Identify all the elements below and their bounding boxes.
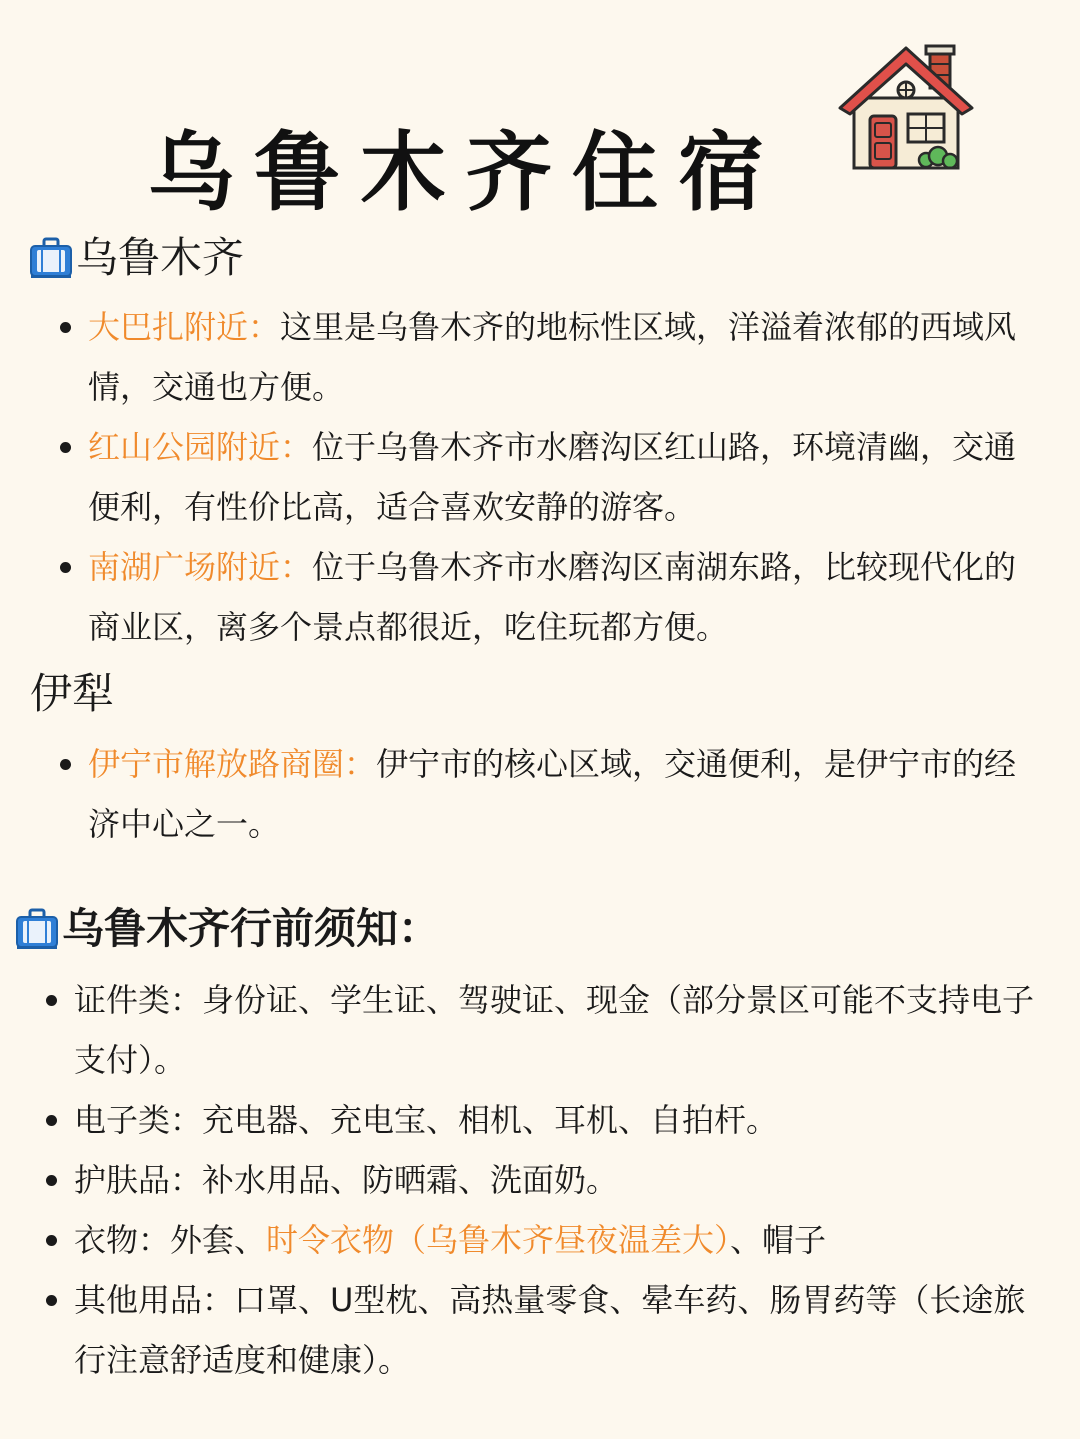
packing-list (74, 970, 1054, 1390)
area-description: 伊宁市的核心区域，交通便利，是伊宁市的经济中心之一。 (88, 745, 1017, 843)
section-title: 伊犁 (30, 669, 115, 718)
urumqi-area-list (88, 297, 1038, 657)
page-title: 乌鲁木齐住宿 (148, 122, 784, 223)
list-item (74, 1210, 1054, 1270)
luggage-icon (14, 906, 60, 952)
list-item: 证件类：身份证、学生证、驾驶证、现金（部分景区可能不支持电子支付）。 (74, 970, 1054, 1090)
list-item (88, 734, 1038, 854)
area-name: 大巴扎附近： (88, 308, 281, 346)
list-item (88, 537, 1038, 657)
item-text: 衣物：外套、 (74, 1221, 267, 1259)
house-icon (836, 42, 976, 174)
yili-area-list (88, 734, 1038, 854)
section-heading-yili (30, 669, 115, 718)
area-description: 位于乌鲁木齐市水磨沟区南湖东路，比较现代化的商业区，离多个景点都很近，吃住玩都方便。 (88, 548, 1017, 646)
list-item: 其他用品：口罩、U型枕、高热量零食、晕车药、肠胃药等（长途旅行注意舒适度和健康）。 (74, 1270, 1054, 1390)
list-item (88, 297, 1038, 417)
section-heading-tips (14, 906, 440, 952)
area-name: 红山公园附近： (88, 428, 313, 466)
area-name: 南湖广场附近： (88, 548, 313, 586)
list-item: 电子类：充电器、充电宝、相机、耳机、自拍杆。 (74, 1090, 1054, 1150)
area-name: 伊宁市解放路商圈： (88, 745, 377, 783)
section-title: 乌鲁木齐 (76, 233, 245, 282)
luggage-icon (28, 235, 74, 281)
list-item (88, 417, 1038, 537)
area-description: 位于乌鲁木齐市水磨沟区红山路，环境清幽，交通便利，有性价比高，适合喜欢安静的游客。 (88, 428, 1017, 526)
area-description: 这里是乌鲁木齐的地标性区域，洋溢着浓郁的西域风情，交通也方便。 (88, 308, 1017, 406)
list-item: 护肤品：补水用品、防晒霜、洗面奶。 (74, 1150, 1054, 1210)
item-text: 、帽子 (730, 1221, 827, 1259)
section-heading-urumqi (28, 235, 244, 281)
item-highlight: 时令衣物（乌鲁木齐昼夜温差大） (266, 1221, 731, 1259)
section-title: 乌鲁木齐行前须知： (62, 904, 441, 953)
